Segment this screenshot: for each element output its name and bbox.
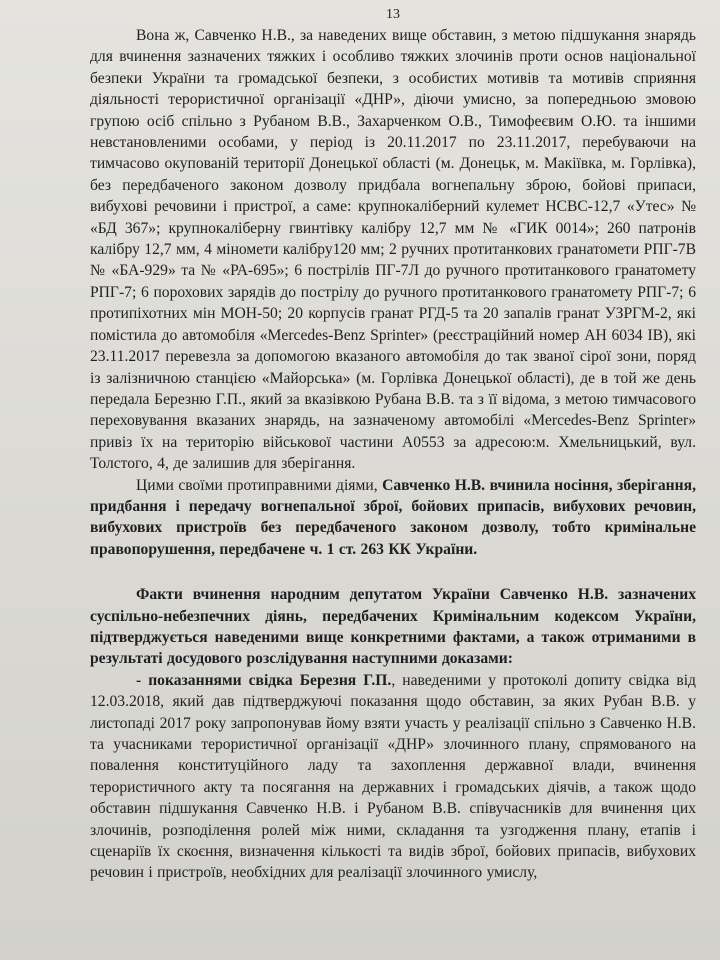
- page-number: 13: [386, 7, 400, 22]
- paragraph-weapons-acquisition: Вона ж, Савченко Н.В., за наведених вище обставин, з метою підшукання знарядь для вчинення зазначених тяжких і особливо тяжких злочинів проти основ національної безпеки України та громадської безпеки, з особистих мотивів та мотивів сприяння діяльності терористичної організації «ДНР», діючи умисно, за попередньою змовою групою осіб спільно з Рубаном В.В., Захарченком О.В., Тимофеєвим О.Ю. та іншими невстановленими особами, у період із 20.11.2017 по 23.11.2017, перебуваючи на тимчасово окупованій території Донецької області (м. Донецьк, м. Макіївка, м. Горлівка), без передбаченого законом дозволу придбала вогнепальну зброю, бойові припаси, вибухові речовини і пристрої, а саме: крупнокаліберний кулемет НСВС-12,7 «Утес» № «БД 367»; крупнокаліберну гвинтівку калібру 12,7 мм № «ГИК 0014»; 260 патронів калібру 12,7 мм, 4 міномети калібру120 мм; 2 ручних протитанкових гранатомети РПГ-7В № «БА-929» та № «РА-695»; 6 пострілів ПГ-7Л до ручного протитанкового гранатомету РПГ-7; 6 порохових зарядів до пострілу до ручного протитанкового гранатомету РПГ-7; 6 протипіхотних мін МОН-50; 20 корпусів гранат РГД-5 та 20 запалів гранат УЗРГМ-2, які помістила до автомобіля «Mercedes-Benz Sprinter» (реєстраційний номер АН 6034 ІВ), які 23.11.2017 перевезла за допомогою вказаного автомобіля до так званої сірої зони, поряд із залізничною станцією «Майорська» (м. Горлівка Донецької області), де в той же день передала Березню Г.П., який за вказівкою Рубана В.В. та з її відома, з метою тимчасового переховування вказаних знарядь, на зазначеному автомобілі «Mercedes-Benz Sprinter» привіз їх на територію військової частини А0553 за адресою:м. Хмельницький, вул. Толстого, 4, де залишив для зберігання.: [90, 27, 696, 473]
- paragraph-spacer: [90, 560, 696, 584]
- qualification-bold: Савченко Н.В. вчинила носіння, зберігання, придбання і передачу вогнепальної зброї, бойових припасів, вибухових речовин, вибухових пристроїв без передбаченого законом дозволу, тобто кримінальне правопорушення, передбачене ч. 1 ст. 263 КК України.: [90, 476, 696, 558]
- paragraph-qualification: [90, 475, 696, 561]
- witness-text: , наведеними у протоколі допиту свідка від 12.03.2018, який дав підтверджуючі показання щодо обставин, за яких Рубан В.В. у листопаді 2017 року запропонував йому взяти участь у реалізації спільно з Савченко Н.В. та учасниками терористичної організації «ДНР» злочинного плану, спрямованого на повалення конституційного ладу та захоплення державної влади, вчинення терористичного акту та посягання на державних і громадських діячів, а також щодо обставин підшукання Савченко Н.В. і Рубаном В.В. співучасників для вчинення цих злочинів, розподілення ролей між ними, складання та узгодження плану, етапів і сценаріїв їх скоєння, визначення кількості та видів зброї, бойових припасів, вибухових речовин і пристроїв, необхідних для реалізації злочинного умислу,: [90, 671, 696, 882]
- qualification-intro: Цими своїми протиправними діями,: [136, 476, 383, 494]
- witness-label: - показаннями свідка Березня Г.П.: [136, 671, 392, 689]
- paragraph-witness-testimony: [90, 670, 696, 884]
- paragraph-evidence-intro: Факти вчинення народним депутатом України Савченко Н.В. зазначених суспільно-небезпечних діянь, передбачених Кримінальним кодексом України, підтверджується наведеними вище конкретними фактами, а також отриманими в результаті досудового розслідування наступними доказами:: [90, 586, 696, 668]
